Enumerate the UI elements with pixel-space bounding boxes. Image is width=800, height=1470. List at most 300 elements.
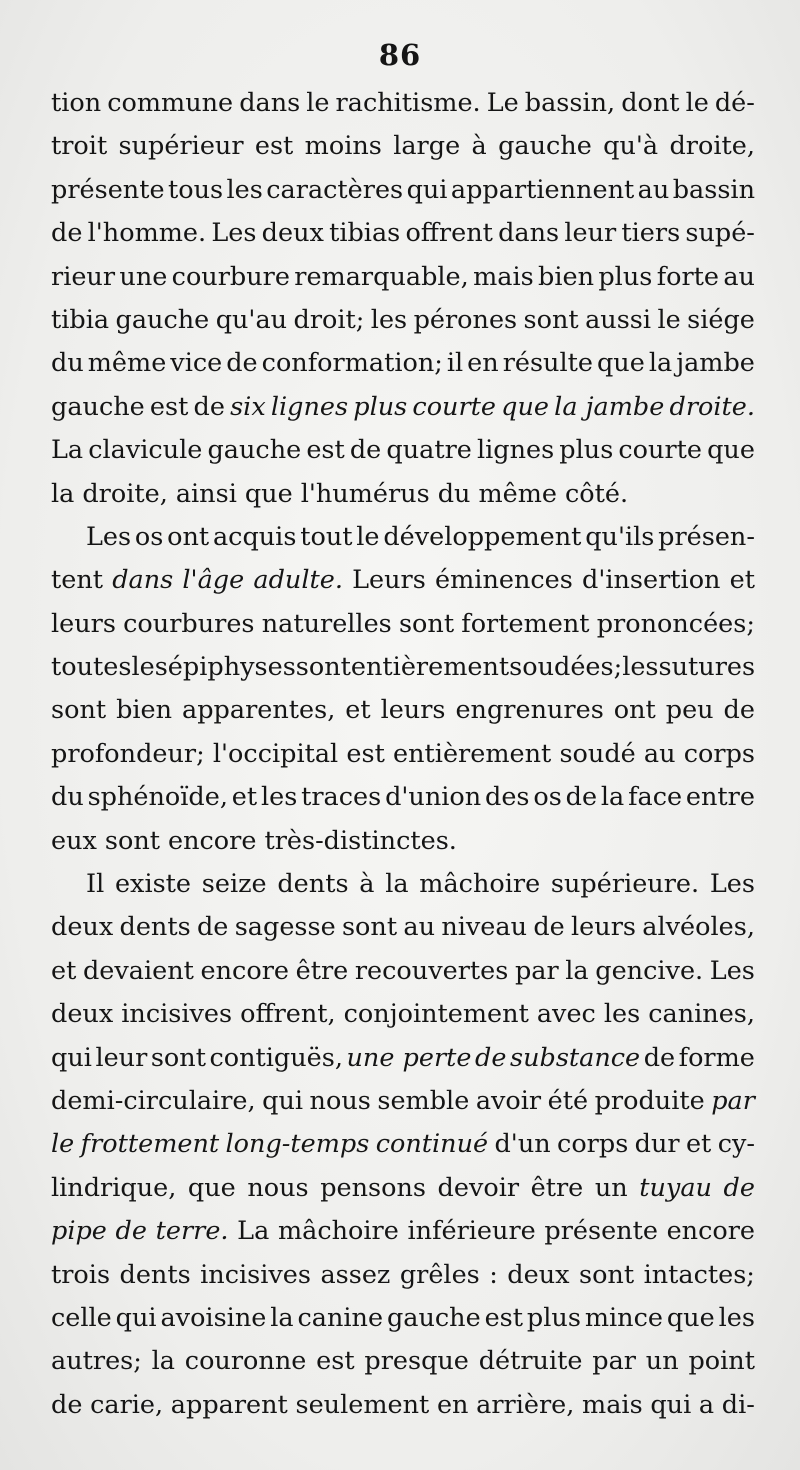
italic-word: lignes xyxy=(270,391,349,422)
word: les xyxy=(370,304,408,335)
word: pérones xyxy=(413,304,518,335)
word: et xyxy=(51,955,77,986)
italic-word: que xyxy=(501,391,550,422)
word: est xyxy=(316,1346,355,1377)
italic-word: de xyxy=(115,1216,147,1247)
word: bassin, xyxy=(524,88,616,118)
text-line xyxy=(51,1123,755,1166)
text-line xyxy=(51,473,755,516)
word: tous xyxy=(167,174,224,205)
body-text xyxy=(51,82,755,1427)
word: produite xyxy=(594,1085,705,1116)
word: fortement xyxy=(461,608,590,639)
word: dents xyxy=(277,869,349,900)
word: la xyxy=(565,955,589,986)
word: présente xyxy=(51,174,165,205)
word: point xyxy=(688,1346,755,1377)
text-line xyxy=(51,1254,755,1297)
word: nous xyxy=(309,1085,371,1116)
word: leur xyxy=(564,218,617,249)
word: rieur xyxy=(51,261,116,292)
text-line xyxy=(51,342,755,385)
word: : xyxy=(489,1259,498,1290)
text-line xyxy=(51,603,755,646)
text-line xyxy=(51,820,755,863)
word: côté. xyxy=(564,478,629,509)
word: Leurs xyxy=(352,565,426,596)
word: en xyxy=(467,348,499,379)
word: par xyxy=(592,1346,636,1377)
word: les xyxy=(603,999,641,1030)
word: tent xyxy=(51,565,104,596)
word: les xyxy=(226,174,263,205)
word: sutures xyxy=(658,652,756,683)
word: large xyxy=(393,131,461,162)
word: tibia xyxy=(51,304,110,335)
word: apparent xyxy=(170,1389,288,1420)
word: traces xyxy=(301,782,382,813)
word: droite, xyxy=(82,478,168,509)
text-line xyxy=(51,1340,755,1383)
word: carie, xyxy=(90,1389,164,1420)
word: d'insertion xyxy=(582,565,721,596)
word: au xyxy=(403,912,436,943)
word: un xyxy=(594,1172,628,1203)
word: recouvertes xyxy=(354,955,509,986)
word: sagesse xyxy=(234,912,336,943)
word: supé- xyxy=(685,218,755,249)
word: pensons xyxy=(320,1172,426,1203)
word: quatre xyxy=(386,435,472,466)
word: sont xyxy=(523,304,579,335)
word: remarquable, xyxy=(294,261,469,292)
italic-word: courte xyxy=(412,391,497,422)
word: à xyxy=(471,131,487,162)
word: encore xyxy=(168,825,257,856)
word: dans xyxy=(498,218,560,249)
italic-word: plus xyxy=(353,391,408,422)
word: os xyxy=(134,521,164,552)
word: bassin xyxy=(672,174,755,205)
word: encore xyxy=(200,955,289,986)
word: le xyxy=(657,304,681,335)
word: trois xyxy=(51,1259,111,1290)
word: sont xyxy=(104,825,161,856)
word: dents xyxy=(119,912,191,943)
text-line xyxy=(51,1167,755,1210)
word: est xyxy=(484,1302,524,1333)
word: au xyxy=(723,261,755,292)
word: il xyxy=(446,348,464,379)
word: semble xyxy=(377,1085,470,1116)
word: devoir xyxy=(437,1172,520,1203)
word: clavicule xyxy=(88,435,203,466)
text-line xyxy=(51,429,755,472)
word: peu xyxy=(665,695,714,726)
italic-word: dans xyxy=(112,565,174,596)
word: être xyxy=(295,955,349,986)
word: grêles xyxy=(399,1259,480,1290)
word: au xyxy=(637,174,670,205)
word: assez xyxy=(320,1259,391,1290)
word: courte xyxy=(618,435,702,466)
word: sont xyxy=(150,1042,206,1073)
text-line xyxy=(51,906,755,949)
word: ont xyxy=(167,521,210,552)
word: Le xyxy=(486,88,519,118)
word: dont xyxy=(621,88,680,118)
word: canines, xyxy=(648,999,755,1030)
word: les xyxy=(622,652,659,683)
word: supérieure. xyxy=(550,869,700,900)
word: et xyxy=(345,695,371,726)
italic-word: de xyxy=(475,1042,507,1073)
text-line xyxy=(51,1384,755,1427)
word: en xyxy=(436,1389,469,1420)
word: ainsi xyxy=(175,478,237,509)
word: être xyxy=(530,1172,584,1203)
word: appartiennent xyxy=(450,174,635,205)
word: mince xyxy=(584,1302,663,1333)
word: et xyxy=(231,782,258,813)
word: rachitisme. xyxy=(335,88,481,118)
word: Les xyxy=(709,869,755,900)
word: caractères xyxy=(266,174,404,205)
word: d'union xyxy=(385,782,482,813)
word: nous xyxy=(247,1172,309,1203)
text-line xyxy=(51,1210,755,1253)
word: celle xyxy=(51,1302,112,1333)
word: du xyxy=(51,782,84,813)
word: été xyxy=(547,1085,589,1116)
word: leur xyxy=(95,1042,148,1073)
word: que xyxy=(596,348,645,379)
word: toutes xyxy=(51,652,132,683)
word: seize xyxy=(201,869,267,900)
word: La xyxy=(51,435,84,466)
word: les xyxy=(718,1302,755,1333)
word: la xyxy=(600,782,625,813)
word: autres; xyxy=(51,1346,142,1377)
word: incisives xyxy=(121,999,233,1030)
word: que xyxy=(707,435,755,466)
italic-word: adulte. xyxy=(253,565,343,596)
text-line xyxy=(51,559,755,602)
word: tiers xyxy=(621,218,681,249)
text-line xyxy=(51,169,755,212)
word: les xyxy=(131,652,168,683)
word: Les xyxy=(709,955,755,986)
word: conjointement xyxy=(343,999,529,1030)
word: présen- xyxy=(658,521,755,552)
word: l'homme. xyxy=(87,218,207,249)
text-line xyxy=(51,733,755,776)
word: par xyxy=(514,955,559,986)
page-number: 86 xyxy=(378,38,422,72)
word: l'occipital xyxy=(212,738,339,769)
word: corps xyxy=(683,738,755,769)
italic-word: frottement xyxy=(80,1129,220,1160)
word: de xyxy=(349,435,382,466)
word: une xyxy=(119,261,168,292)
word: gauche xyxy=(386,1302,481,1333)
word: tion xyxy=(51,88,102,118)
text-line xyxy=(51,125,755,168)
italic-word: droite. xyxy=(669,391,755,422)
word: qu'à xyxy=(603,131,659,162)
word: droite, xyxy=(669,131,755,162)
word: troit xyxy=(51,131,108,162)
word: un xyxy=(645,1346,679,1377)
word: di- xyxy=(721,1389,755,1420)
word: la xyxy=(151,1346,175,1377)
italic-word: tuyau xyxy=(639,1172,712,1203)
italic-word: continué xyxy=(375,1129,489,1160)
word: détruite xyxy=(478,1346,583,1377)
word: de xyxy=(193,391,225,422)
word: intactes; xyxy=(643,1259,755,1290)
word: présente xyxy=(544,1216,658,1247)
word: encore xyxy=(666,1216,755,1247)
word: avec xyxy=(536,999,596,1030)
text-line xyxy=(51,646,755,689)
word: est xyxy=(306,435,345,466)
word: profondeur; xyxy=(51,738,205,769)
word: cy- xyxy=(717,1129,755,1160)
italic-word: la jambe xyxy=(554,391,665,422)
word: alvéoles, xyxy=(642,912,755,943)
word: forte xyxy=(656,261,720,292)
word: leurs xyxy=(571,912,636,943)
text-line xyxy=(51,993,755,1036)
word: qu'au xyxy=(215,304,288,335)
text-line xyxy=(51,212,755,255)
italic-word: une perte xyxy=(346,1042,472,1073)
word: entre xyxy=(685,782,755,813)
word: deux xyxy=(51,912,114,943)
word: de xyxy=(51,218,83,249)
word: droit; xyxy=(293,304,365,335)
word: même xyxy=(478,478,557,509)
word: seulement xyxy=(295,1389,430,1420)
word: le xyxy=(685,88,709,118)
word: presque xyxy=(364,1346,469,1377)
text-line xyxy=(51,386,755,429)
italic-word: pipe xyxy=(51,1216,107,1247)
word: siége xyxy=(687,304,755,335)
word: à xyxy=(359,869,375,900)
word: inférieure xyxy=(407,1216,536,1247)
word: niveau xyxy=(441,912,528,943)
word: tibias xyxy=(329,218,401,249)
text-line xyxy=(51,863,755,906)
word: leurs xyxy=(51,608,116,639)
word: mais xyxy=(473,261,534,292)
word: au xyxy=(643,738,676,769)
word: la xyxy=(385,869,409,900)
text-line xyxy=(51,299,755,342)
word: La xyxy=(237,1216,270,1247)
word: des xyxy=(485,782,530,813)
italic-word: l'âge xyxy=(182,565,245,596)
word: soudé xyxy=(559,738,636,769)
word: acquis xyxy=(212,521,297,552)
italic-word: substance xyxy=(509,1042,641,1073)
italic-word: terre. xyxy=(155,1216,229,1247)
word: bien xyxy=(116,695,173,726)
italic-word: par xyxy=(711,1085,755,1116)
text-line xyxy=(51,950,755,993)
word: résulte xyxy=(502,348,593,379)
word: a xyxy=(698,1389,715,1420)
word: qui xyxy=(51,1042,92,1073)
word: mâchoire xyxy=(419,869,541,900)
text-line xyxy=(51,776,755,819)
word: dé- xyxy=(714,88,755,118)
word: sont xyxy=(341,912,398,943)
word: courbures xyxy=(123,608,255,639)
word: qui xyxy=(650,1389,692,1420)
word: tout xyxy=(300,521,353,552)
word: qui xyxy=(262,1085,304,1116)
word: de xyxy=(533,912,565,943)
word: Les xyxy=(211,218,257,249)
word: leurs xyxy=(380,695,446,726)
word: de xyxy=(723,695,755,726)
word: de xyxy=(226,348,258,379)
word: mâchoire xyxy=(277,1216,399,1247)
word: dents xyxy=(119,1259,191,1290)
word: que xyxy=(244,478,293,509)
word: la xyxy=(648,348,673,379)
word: du xyxy=(51,348,84,379)
text-line xyxy=(51,1080,755,1123)
word: naturelles xyxy=(261,608,392,639)
word: les xyxy=(260,782,298,813)
word: jambe xyxy=(676,348,755,379)
word: sont xyxy=(51,695,107,726)
word: corps xyxy=(557,1129,629,1160)
word: prononcées; xyxy=(596,608,755,639)
word: face xyxy=(628,782,683,813)
word: soudées; xyxy=(509,652,623,683)
word: gauche xyxy=(498,131,592,162)
word: que xyxy=(187,1172,236,1203)
word: et xyxy=(685,1129,712,1160)
word: éminences xyxy=(435,565,573,596)
word: aussi xyxy=(585,304,652,335)
word: commune xyxy=(107,88,234,118)
word: plus xyxy=(559,435,614,466)
word: conformation; xyxy=(261,348,443,379)
word: sont xyxy=(578,1259,635,1290)
word: supérieur xyxy=(118,131,244,162)
word: Les xyxy=(86,521,132,552)
word: est xyxy=(346,738,385,769)
word: plus xyxy=(598,261,653,292)
word: gauche xyxy=(51,391,145,422)
text-line xyxy=(51,689,755,732)
word: sphénoïde, xyxy=(87,782,228,813)
word: Il xyxy=(86,869,105,900)
italic-word: long-temps xyxy=(225,1129,370,1160)
word: lindrique, xyxy=(51,1172,177,1203)
word: dur xyxy=(634,1129,680,1160)
word: de xyxy=(196,912,229,943)
word: du xyxy=(437,478,471,509)
word: incisives xyxy=(200,1259,311,1290)
word: de xyxy=(643,1042,676,1073)
word: offrent, xyxy=(240,999,336,1030)
text-line xyxy=(51,82,755,125)
word: l'humérus xyxy=(300,478,430,509)
word: deux xyxy=(261,218,324,249)
word: la xyxy=(270,1302,294,1333)
word: moins xyxy=(304,131,382,162)
word: engrenures xyxy=(455,695,604,726)
word: lignes xyxy=(476,435,555,466)
word: même xyxy=(87,348,167,379)
word: entièrement xyxy=(350,652,510,683)
text-line xyxy=(51,516,755,559)
word: demi-circulaire, xyxy=(51,1085,256,1116)
word: est xyxy=(254,131,294,162)
word: deux xyxy=(51,999,114,1030)
word: gauche xyxy=(207,435,302,466)
word: la xyxy=(51,478,75,509)
text-line xyxy=(51,256,755,299)
word: d'un xyxy=(494,1129,551,1160)
word: sont xyxy=(295,652,351,683)
word: eux xyxy=(51,825,97,856)
word: arrière, xyxy=(476,1389,575,1420)
italic-word: six xyxy=(230,391,266,422)
word: le xyxy=(306,88,330,118)
word: est xyxy=(149,391,189,422)
text-line xyxy=(51,1297,755,1340)
word: et xyxy=(729,565,755,596)
word: gencive. xyxy=(595,955,704,986)
word: existe xyxy=(114,869,192,900)
word: de xyxy=(51,1389,83,1420)
word: mais xyxy=(582,1389,643,1420)
word: que xyxy=(666,1302,715,1333)
word: canine xyxy=(297,1302,384,1333)
word: dans xyxy=(239,88,301,118)
word: avoisine xyxy=(160,1302,267,1333)
word: sont xyxy=(398,608,455,639)
italic-word: le xyxy=(51,1129,75,1160)
word: entièrement xyxy=(393,738,552,769)
word: offrent xyxy=(405,218,493,249)
word: le xyxy=(356,521,380,552)
word: développement xyxy=(383,521,582,552)
text-line xyxy=(51,1037,755,1080)
word: apparentes, xyxy=(182,695,336,726)
word: de xyxy=(565,782,598,813)
word: courbure xyxy=(171,261,290,292)
word: os xyxy=(533,782,562,813)
word: qui xyxy=(406,174,448,205)
word: ont xyxy=(613,695,656,726)
word: avoir xyxy=(475,1085,542,1116)
word: épiphyses xyxy=(167,652,296,683)
word: qui xyxy=(115,1302,157,1333)
word: plus xyxy=(526,1302,581,1333)
word: vice xyxy=(170,348,223,379)
word: forme xyxy=(678,1042,755,1073)
word: bien xyxy=(538,261,595,292)
